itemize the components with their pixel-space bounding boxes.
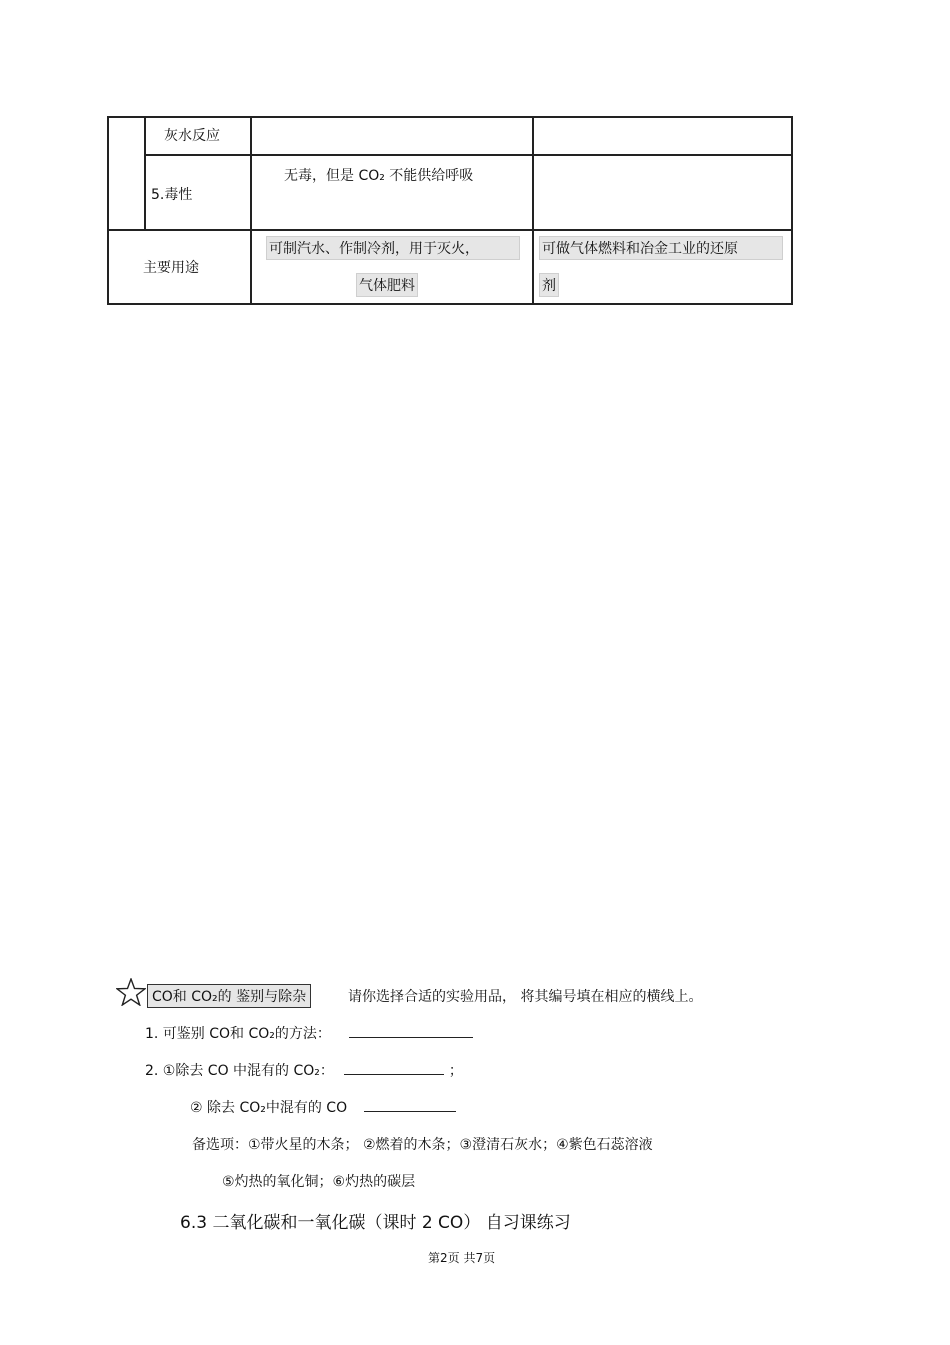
section-instruction: 请你选择合适的实验用品， 将其编号填在相应的横线上。 bbox=[348, 989, 703, 1005]
table-border-left bbox=[107, 116, 109, 305]
table-col-divider-2 bbox=[532, 116, 534, 305]
row-label-uses: 主要用途 bbox=[143, 260, 199, 276]
uses-co-line2: 剂 bbox=[540, 274, 558, 296]
question-1 bbox=[145, 1023, 473, 1043]
uses-co2-line1: 可制汽水、作制冷剂，用于灭火， bbox=[267, 237, 519, 259]
answer-blank-2b[interactable] bbox=[364, 1097, 456, 1112]
question-2b-text: ② 除去 CO₂中混有的 CO bbox=[190, 1100, 348, 1116]
page-footer: 第2页 共7页 bbox=[428, 1251, 496, 1265]
question-2b bbox=[190, 1097, 456, 1117]
question-2a bbox=[145, 1060, 463, 1080]
options-line-2: ⑤灼热的氧化铜；⑥灼热的碳层 bbox=[222, 1174, 416, 1190]
star-icon bbox=[116, 978, 146, 1006]
answer-blank-2a[interactable] bbox=[344, 1060, 444, 1075]
row-label-limewater: 灰水反应 bbox=[164, 128, 220, 144]
table-col-divider-1 bbox=[250, 116, 252, 305]
table-divider-row2 bbox=[107, 229, 793, 231]
table-border-bottom bbox=[107, 303, 793, 305]
question-1-text: 1. 可鉴别 CO和 CO₂的方法： bbox=[145, 1026, 331, 1042]
question-2a-text: 2. ①除去 CO 中混有的 CO₂： bbox=[145, 1063, 334, 1079]
row-label-toxicity: 5.毒性 bbox=[151, 187, 193, 203]
row-toxicity-co2: 无毒，但是 CO₂ 不能供给呼吸 bbox=[284, 168, 474, 184]
question-2a-end: ； bbox=[448, 1063, 463, 1079]
next-section-title: 6.3 二氧化碳和一氧化碳（课时 2 CO） 自习课练习 bbox=[180, 1213, 571, 1233]
table-border-right bbox=[791, 116, 793, 305]
uses-co2-line2: 气体肥料 bbox=[357, 274, 417, 296]
table-inner-left bbox=[144, 116, 146, 230]
table-divider-row1 bbox=[144, 154, 793, 156]
answer-blank-1[interactable] bbox=[349, 1023, 473, 1038]
uses-co-line1: 可做气体燃料和冶金工业的还原 bbox=[540, 237, 782, 259]
options-line-1: 备选项：①带火星的木条； ②燃着的木条；③澄清石灰水；④紫色石蕊溶液 bbox=[192, 1137, 653, 1153]
properties-table bbox=[107, 116, 793, 305]
section-heading: CO和 CO₂的 鉴别与除杂 bbox=[147, 984, 311, 1008]
table-border-top bbox=[107, 116, 793, 118]
